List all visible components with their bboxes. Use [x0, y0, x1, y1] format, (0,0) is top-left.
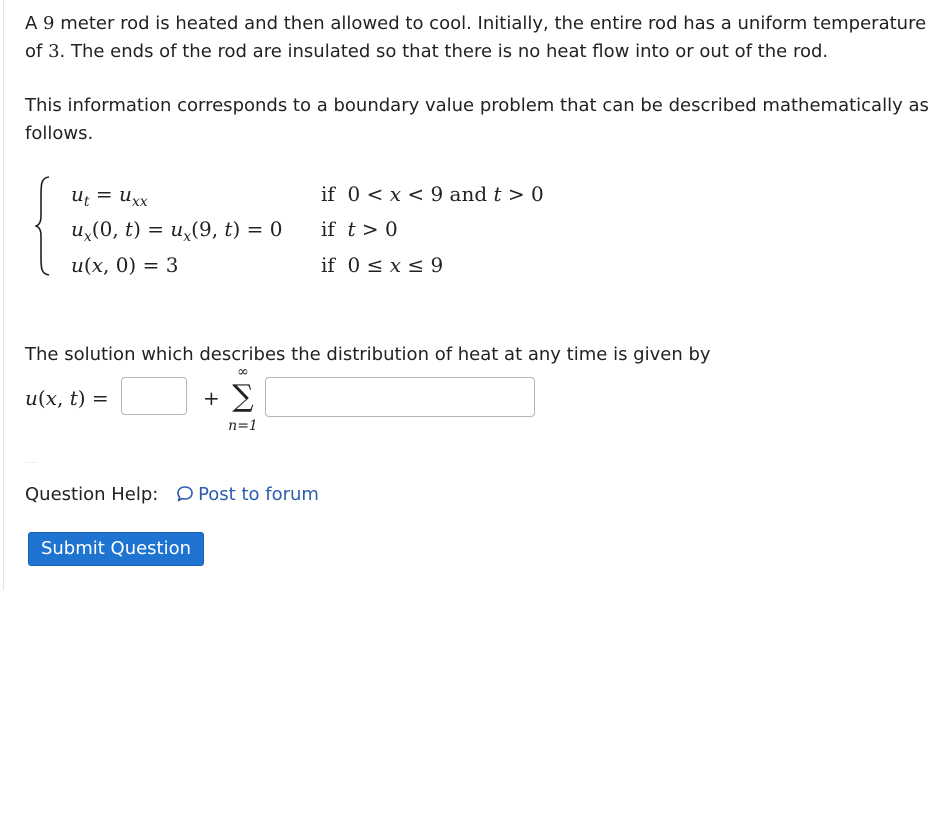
boundary-condition: $u_x(0$, $t) = u_x(9$, t) = 0: [71, 217, 283, 245]
divider: [25, 462, 37, 463]
pde-condition: if 0 < x < 9 and t > 0: [321, 182, 544, 206]
sum-lower-limit: n=1: [228, 418, 258, 434]
left-border: [3, 0, 4, 590]
left-brace: [35, 176, 51, 276]
ic-condition: if 0 ≤ x ≤ 9: [321, 253, 444, 277]
boundary-value-system: [35, 176, 595, 284]
problem-statement: A 9 meter rod is heated and then allowed to cool. Initially, the entire rod has a uniform temperature of 3. The ends of the rod are insulated so that there is no heat flow into or out of the rod.: [25, 13, 927, 62]
question-help: [25, 481, 319, 509]
summation: [223, 364, 267, 438]
solution-expression: [25, 364, 585, 440]
bvp-intro: This information corresponds to a boundary value problem that can be described mathematically as follows.: [25, 95, 929, 144]
sum-upper-limit: ∞: [237, 364, 249, 380]
initial-condition: u(x, 0) = 3: [71, 253, 179, 277]
question-help-label: Question Help:: [25, 484, 159, 505]
rod-length: 9: [43, 13, 55, 34]
submit-question-button[interactable]: Submit Question: [28, 532, 204, 566]
solution-intro: The solution which describes the distribution of heat at any time is given by: [25, 344, 711, 365]
post-to-forum-link[interactable]: Post to forum: [176, 484, 319, 505]
solution-label: u(x, t) =: [25, 386, 109, 410]
plus-sign: +: [203, 386, 220, 410]
initial-temperature: 3: [48, 41, 60, 62]
speech-bubble-icon: [176, 485, 194, 503]
bc-condition: if t > 0: [321, 217, 398, 241]
series-term-input[interactable]: [265, 377, 535, 417]
sigma-symbol: ∑: [232, 379, 254, 414]
pde-equation: $u_t = u_{xx}$: [71, 182, 148, 210]
constant-term-input[interactable]: [121, 377, 187, 415]
